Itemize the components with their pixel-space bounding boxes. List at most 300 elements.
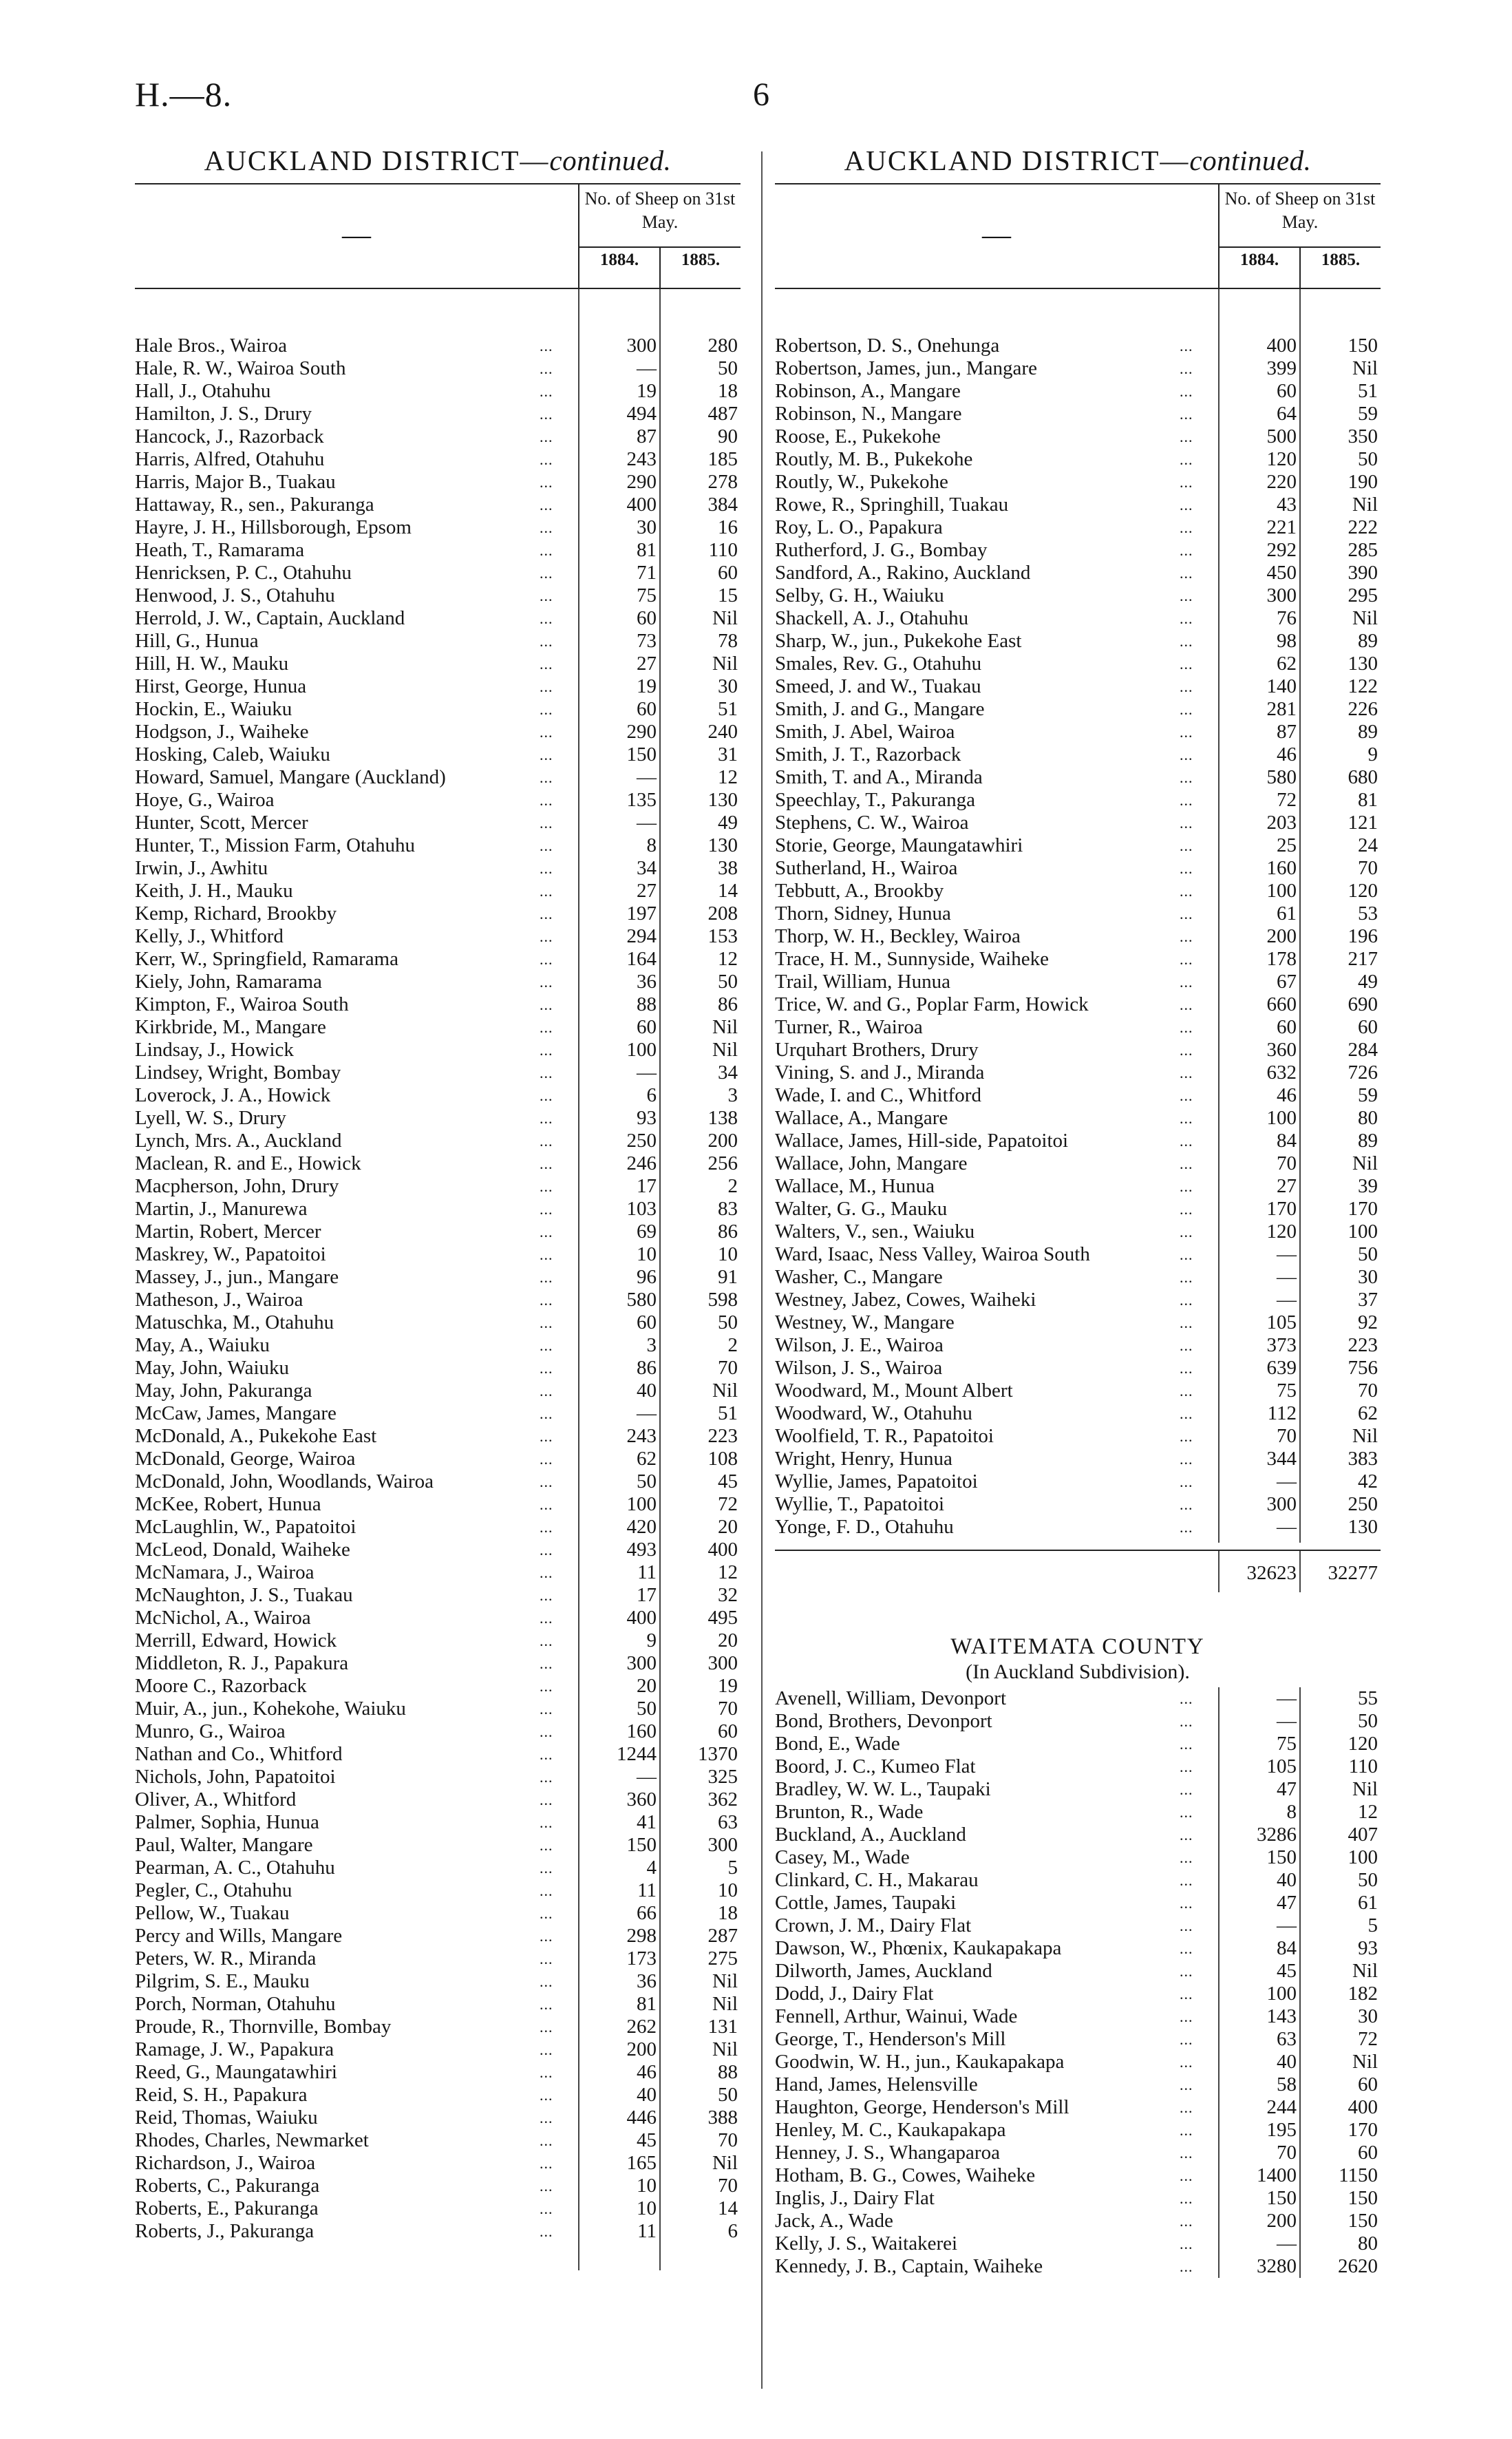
table-row [135, 1289, 741, 1311]
owner-name: Bond, Brothers, Devonport [775, 1710, 992, 1732]
sheep-1885: 12 [718, 766, 738, 788]
sheep-1885: Nil [1352, 1960, 1378, 1982]
owner-name: Fennell, Arthur, Wainui, Wade [775, 2005, 1018, 2027]
leader-dots: ... [1180, 769, 1193, 786]
owner-name: Buckland, A., Auckland [775, 1824, 966, 1846]
table-row [135, 1675, 741, 1698]
owner-name: Heath, T., Ramarama [135, 539, 305, 561]
sheep-1884: 100 [1266, 1107, 1297, 1129]
sheep-1884: 73 [637, 630, 657, 652]
header-rule [579, 246, 741, 248]
leader-dots: ... [540, 360, 553, 377]
leader-dots: ... [540, 2041, 553, 2058]
table-row [775, 2051, 1381, 2073]
table-row [775, 1960, 1381, 1983]
leader-dots: ... [1180, 1246, 1193, 1263]
sheep-1885: 30 [1358, 1266, 1378, 1288]
leader-dots: ... [1180, 860, 1193, 877]
owner-name: Walter, G. G., Mauku [775, 1198, 948, 1220]
leader-dots: ... [540, 951, 553, 968]
sheep-1884: 40 [637, 1380, 657, 1402]
table-row [775, 948, 1381, 971]
sheep-1885: 12 [718, 1561, 738, 1583]
sheep-1884: 47 [1277, 1892, 1297, 1914]
leader-dots: ... [1180, 1132, 1193, 1150]
leader-dots: ... [540, 1110, 553, 1127]
leader-dots: ... [1180, 1360, 1193, 1377]
sheep-1884: 75 [637, 584, 657, 606]
sheep-1884: 197 [626, 902, 657, 925]
owner-name: Trail, William, Hunua [775, 971, 950, 993]
sheep-1885: 726 [1348, 1062, 1378, 1084]
table-row [775, 1039, 1381, 1062]
leader-dots: ... [540, 633, 553, 650]
sheep-1884: 10 [637, 2175, 657, 2197]
sheep-1884: 100 [626, 1039, 657, 1061]
owner-name: Hale Bros., Wairoa [135, 335, 288, 357]
table-row [135, 1607, 741, 1629]
table-row [775, 1221, 1381, 1243]
sheep-1885: 10 [718, 1879, 738, 1901]
table-row [135, 880, 741, 902]
sheep-1885: 138 [707, 1107, 738, 1129]
leader-dots: ... [1180, 973, 1193, 991]
sheep-1885: 400 [1348, 2096, 1378, 2118]
sheep-1885: 130 [1348, 1516, 1378, 1538]
sheep-1884: 112 [1267, 1402, 1297, 1424]
sheep-1884: 46 [637, 2061, 657, 2083]
table-row [135, 380, 741, 403]
owner-name: Hoye, G., Wairoa [135, 789, 275, 811]
sheep-1884: — [1277, 1470, 1297, 1492]
header-rule [1220, 246, 1381, 248]
sheep-1885: 42 [1358, 1470, 1378, 1492]
leader-dots: ... [540, 2087, 553, 2104]
leader-dots: ... [1180, 1690, 1193, 1707]
sheep-1885: 86 [718, 1221, 738, 1243]
owner-name: Nathan and Co., Whitford [135, 1743, 343, 1765]
table-row [135, 1584, 741, 1607]
owner-name: Kerr, W., Springfield, Ramarama [135, 948, 398, 970]
owner-name: Inglis, J., Dairy Flat [775, 2187, 935, 2209]
owner-name: Kirkbride, M., Mangare [135, 1016, 326, 1038]
sheep-1884: 160 [1266, 857, 1297, 879]
owner-name: Reed, G., Maungatawhiri [135, 2061, 337, 2083]
owner-name: Smales, Rev. G., Otahuhu [775, 653, 982, 675]
sheep-1884: 62 [637, 1448, 657, 1470]
sheep-1885: 122 [1348, 675, 1378, 697]
header-group-label: No. of Sheep on 31st May. [1224, 189, 1376, 232]
leader-dots: ... [540, 1678, 553, 1695]
sheep-1885: 91 [718, 1266, 738, 1288]
leader-dots: ... [1180, 701, 1193, 718]
sheep-1885: Nil [1352, 1425, 1378, 1447]
sheep-1885: Nil [712, 2152, 738, 2174]
sheep-1884: 84 [1277, 1130, 1297, 1152]
owner-name: Ward, Isaac, Ness Valley, Wairoa South [775, 1243, 1090, 1265]
table-row [135, 1902, 741, 1925]
table-row [135, 357, 741, 380]
owner-name: Washer, C., Mangare [775, 1266, 943, 1288]
leader-dots: ... [540, 2223, 553, 2240]
table-row [775, 1733, 1381, 1755]
sheep-1885: 78 [718, 630, 738, 652]
sheep-1885: 100 [1348, 1846, 1378, 1868]
table-row [775, 2164, 1381, 2187]
sheep-1884: 10 [637, 2197, 657, 2219]
owner-name: Kimpton, F., Wairoa South [135, 993, 349, 1015]
table-row [775, 1130, 1381, 1152]
sheep-1884: 27 [637, 653, 657, 675]
sheep-1884: 19 [637, 380, 657, 402]
sheep-1885: 5 [727, 1857, 738, 1879]
leader-dots: ... [1180, 2167, 1193, 2184]
leader-dots: ... [1180, 2053, 1193, 2071]
sheep-1884: 9 [646, 1629, 657, 1651]
sheep-1885: 285 [1348, 539, 1378, 561]
sheep-1885: 70 [718, 2129, 738, 2151]
owner-name: Kemp, Richard, Brookby [135, 902, 337, 925]
sheep-1884: 360 [1266, 1039, 1297, 1061]
leader-dots: ... [540, 542, 553, 559]
district-title-text: AUCKLAND DISTRICT [204, 145, 520, 176]
leader-dots: ... [540, 383, 553, 400]
sheep-1884: 86 [637, 1357, 657, 1379]
table-row [775, 2210, 1381, 2232]
leader-dots: ... [1180, 405, 1193, 423]
sheep-1885: 72 [1358, 2028, 1378, 2050]
sheep-1884: 66 [637, 1902, 657, 1924]
sheep-1884: 45 [637, 2129, 657, 2151]
sheep-1885: 153 [707, 925, 738, 947]
table-row [135, 1720, 741, 1743]
sheep-1884: 400 [1266, 335, 1297, 357]
owner-name: Wright, Henry, Hunua [775, 1448, 952, 1470]
table-row [775, 1470, 1381, 1493]
leader-dots: ... [540, 1291, 553, 1309]
sheep-1884: 150 [1266, 2187, 1297, 2209]
sheep-1884: — [637, 1766, 657, 1788]
sheep-1885: Nil [1352, 607, 1378, 629]
section-title: WAITEMATA COUNTY [950, 1634, 1205, 1659]
leader-dots: ... [1180, 1496, 1193, 1513]
sheep-1885: 295 [1348, 584, 1378, 606]
sheep-1884: 300 [626, 335, 657, 357]
sheep-table [135, 289, 741, 2270]
table-row [135, 2175, 741, 2197]
table-row [775, 721, 1381, 743]
leader-dots: ... [540, 769, 553, 786]
leader-dots: ... [540, 1541, 553, 1559]
table-row [135, 1334, 741, 1357]
owner-name: McKee, Robert, Hunua [135, 1493, 321, 1515]
total-1885: 32277 [1328, 1562, 1378, 1584]
owner-name: Henley, M. C., Kaukapakapa [775, 2119, 1006, 2141]
sheep-1885: 121 [1348, 812, 1378, 834]
table-row [135, 2038, 741, 2061]
owner-name: Irwin, J., Awhitu [135, 857, 268, 879]
leader-dots: ... [540, 792, 553, 809]
sheep-1885: 60 [718, 1720, 738, 1742]
leader-dots: ... [540, 1655, 553, 1672]
leader-dots: ... [540, 1223, 553, 1240]
table-row [775, 1084, 1381, 1107]
leader-dots: ... [540, 1496, 553, 1513]
leader-dots: ... [540, 1450, 553, 1468]
leader-dots: ... [540, 973, 553, 991]
owner-name: Routly, W., Pukekohe [775, 471, 948, 493]
leader-dots: ... [540, 1201, 553, 1218]
sheep-1885: 2 [727, 1334, 738, 1356]
sheep-1884: 400 [626, 494, 657, 516]
owner-name: Rhodes, Charles, Newmarket [135, 2129, 369, 2151]
header-dash: — [342, 220, 371, 251]
sheep-table [775, 289, 1381, 1543]
table-row [775, 1493, 1381, 1516]
sheep-1884: 281 [1266, 698, 1297, 720]
sheep-1885: 5 [1367, 1914, 1378, 1936]
table-row [135, 812, 741, 834]
owner-name: Middleton, R. J., Papakura [135, 1652, 349, 1674]
leader-dots: ... [1180, 1940, 1193, 1957]
sheep-1885: 208 [707, 902, 738, 925]
leader-dots: ... [1180, 1917, 1193, 1934]
leader-dots: ... [540, 1064, 553, 1081]
sheep-1884: 150 [626, 743, 657, 766]
table-row [135, 494, 741, 516]
district-title: AUCKLAND DISTRICT—continued. [204, 145, 672, 176]
owner-name: Brunton, R., Wade [775, 1801, 924, 1823]
sheep-1885: 130 [707, 834, 738, 856]
sheep-1885: 217 [1348, 948, 1378, 970]
sheep-1884: 580 [1266, 766, 1297, 788]
sheep-1885: Nil [1352, 1778, 1378, 1800]
sheep-1884: 25 [1277, 834, 1297, 856]
table-row [775, 812, 1381, 834]
sheep-1885: 16 [718, 516, 738, 538]
sheep-1884: 46 [1277, 1084, 1297, 1106]
table-row [775, 516, 1381, 539]
leader-dots: ... [1180, 1110, 1193, 1127]
leader-dots: ... [540, 928, 553, 945]
owner-name: Reid, Thomas, Waiuku [135, 2107, 318, 2129]
leader-dots: ... [540, 337, 553, 355]
sheep-1884: 298 [626, 1925, 657, 1947]
leader-dots: ... [540, 610, 553, 627]
sheep-table [775, 1687, 1381, 2278]
owner-name: Loverock, J. A., Howick [135, 1084, 331, 1106]
sheep-1884: 75 [1277, 1380, 1297, 1402]
owner-name: Bond, E., Wade [775, 1733, 900, 1755]
sheep-1885: Nil [1352, 357, 1378, 379]
leader-dots: ... [540, 724, 553, 741]
sheep-1884: 290 [626, 721, 657, 743]
table-row [775, 1516, 1381, 1539]
leader-dots: ... [1180, 724, 1193, 741]
owner-name: Rutherford, J. G., Bombay [775, 539, 988, 561]
table-row [775, 1062, 1381, 1084]
owner-name: Wilson, J. E., Wairoa [775, 1334, 944, 1356]
leader-dots: ... [540, 996, 553, 1013]
owner-name: Pegler, C., Otahuhu [135, 1879, 292, 1901]
sheep-1885: 20 [718, 1516, 738, 1538]
sheep-1884: 1400 [1257, 2164, 1297, 2186]
sheep-1885: 15 [718, 584, 738, 606]
leader-dots: ... [540, 2177, 553, 2195]
leader-dots: ... [1180, 2076, 1193, 2093]
leader-dots: ... [540, 474, 553, 491]
leader-dots: ... [540, 1950, 553, 1967]
table-row [775, 2005, 1381, 2028]
sheep-1884: 62 [1277, 653, 1297, 675]
sheep-1884: 420 [626, 1516, 657, 1538]
sheep-1884: — [637, 1062, 657, 1084]
table-row [135, 1448, 741, 1470]
sheep-1885: 383 [1348, 1448, 1378, 1470]
owner-name: Henricksen, P. C., Otahuhu [135, 562, 352, 584]
owner-name: Wilson, J. S., Wairoa [775, 1357, 943, 1379]
table-row [135, 653, 741, 675]
table-row [135, 1062, 741, 1084]
sheep-1884: 30 [637, 516, 657, 538]
table-row [135, 1266, 741, 1289]
table-row [775, 1402, 1381, 1425]
table-header [775, 183, 1381, 289]
sheep-1885: 12 [718, 948, 738, 970]
sheep-1884: 493 [626, 1539, 657, 1561]
sheep-1885: 10 [718, 1243, 738, 1265]
table-row [135, 516, 741, 539]
table-row [775, 630, 1381, 653]
sheep-1884: 150 [626, 1834, 657, 1856]
owner-name: Woolfield, T. R., Papatoitoi [775, 1425, 994, 1447]
leader-dots: ... [540, 1768, 553, 1786]
table-row [775, 1448, 1381, 1470]
sheep-1884: 50 [637, 1470, 657, 1492]
sheep-1884: 178 [1266, 948, 1297, 970]
table-row [775, 1266, 1381, 1289]
sheep-1884: 75 [1277, 1733, 1297, 1755]
leader-dots: ... [540, 1473, 553, 1490]
table-row [135, 698, 741, 721]
sheep-1884: 100 [1266, 880, 1297, 902]
page-number: 6 [753, 76, 769, 113]
leader-dots: ... [1180, 655, 1193, 673]
sheep-1884: 87 [1277, 721, 1297, 743]
sheep-1885: 14 [718, 880, 738, 902]
sheep-1885: 185 [707, 448, 738, 470]
table-row [135, 1425, 741, 1448]
owner-name: Shackell, A. J., Otahuhu [775, 607, 969, 629]
owner-name: Muir, A., jun., Kohekohe, Waiuku [135, 1698, 406, 1720]
leader-dots: ... [540, 1609, 553, 1627]
leader-dots: ... [540, 564, 553, 582]
table-row [135, 1493, 741, 1516]
owner-name: Henney, J. S., Whangaparoa [775, 2142, 1000, 2164]
table-row [135, 1016, 741, 1039]
leader-dots: ... [540, 2018, 553, 2036]
leader-dots: ... [1180, 1804, 1193, 1821]
sheep-1885: Nil [712, 1970, 738, 1992]
sheep-1885: 30 [1358, 2005, 1378, 2027]
owner-name: McLeod, Donald, Waiheke [135, 1539, 350, 1561]
table-row [135, 1152, 741, 1175]
sheep-1885: 37 [1358, 1289, 1378, 1311]
owner-name: Kelly, J., Whitford [135, 925, 284, 947]
owner-name: Pellow, W., Tuakau [135, 1902, 290, 1924]
sheep-1885: 70 [718, 1698, 738, 1720]
table-row [135, 1470, 741, 1493]
table-row [775, 2187, 1381, 2210]
sheep-1884: 3286 [1257, 1824, 1297, 1846]
sheep-1885: 89 [1358, 721, 1378, 743]
sheep-1885: 49 [718, 812, 738, 834]
leader-dots: ... [1180, 1042, 1193, 1059]
sheep-1885: 110 [708, 539, 738, 561]
section-subtitle: (In Auckland Subdivision). [966, 1660, 1190, 1683]
table-row [135, 1175, 741, 1198]
table-row [775, 539, 1381, 562]
column-divider [761, 151, 763, 2389]
leader-dots: ... [1180, 383, 1193, 400]
sheep-1885: Nil [1352, 2051, 1378, 2073]
owner-name: Yonge, F. D., Otahuhu [775, 1516, 954, 1538]
leader-dots: ... [540, 1632, 553, 1649]
table-row [135, 971, 741, 993]
leader-dots: ... [540, 451, 553, 468]
sheep-1885: 110 [1348, 1755, 1378, 1777]
owner-name: McNamara, J., Wairoa [135, 1561, 315, 1583]
sheep-1885: 222 [1348, 516, 1378, 538]
sheep-1885: 120 [1348, 880, 1378, 902]
sheep-1884: 246 [626, 1152, 657, 1174]
owner-name: Trace, H. M., Sunnyside, Waiheke [775, 948, 1049, 970]
sheep-1885: 1150 [1339, 2164, 1378, 2186]
leader-dots: ... [540, 428, 553, 445]
table-row [775, 448, 1381, 471]
table-row [135, 1834, 741, 1857]
table-row [775, 1152, 1381, 1175]
owner-name: Massey, J., jun., Mangare [135, 1266, 339, 1288]
table-row [775, 1778, 1381, 1801]
sheep-1885: 53 [1358, 902, 1378, 925]
owner-name: Robinson, N., Mangare [775, 403, 962, 425]
sheep-1885: 70 [718, 1357, 738, 1379]
table-row [135, 1993, 741, 2016]
owner-name: Thorn, Sidney, Hunua [775, 902, 951, 925]
leader-dots: ... [1180, 2258, 1193, 2275]
table-row [135, 1766, 741, 1788]
owner-name: Smith, J. Abel, Wairoa [775, 721, 955, 743]
owner-name: Westney, Jabez, Cowes, Waiheki [775, 1289, 1036, 1311]
sheep-1885: 250 [1348, 1493, 1378, 1515]
leader-dots: ... [1180, 2008, 1193, 2025]
leader-dots: ... [540, 814, 553, 832]
leader-dots: ... [1180, 1985, 1193, 2003]
sheep-1884: — [1277, 1289, 1297, 1311]
table-row [775, 675, 1381, 698]
leader-dots: ... [1180, 1735, 1193, 1753]
table-row [775, 880, 1381, 902]
sheep-1884: 64 [1277, 403, 1297, 425]
table-row [135, 425, 741, 448]
owner-name: Richardson, J., Wairoa [135, 2152, 316, 2174]
sheep-1884: 8 [1286, 1801, 1297, 1823]
leader-dots: ... [540, 1360, 553, 1377]
leader-dots: ... [1180, 1428, 1193, 1445]
owner-name: Moore C., Razorback [135, 1675, 307, 1697]
owner-name: Smeed, J. and W., Tuakau [775, 675, 981, 697]
